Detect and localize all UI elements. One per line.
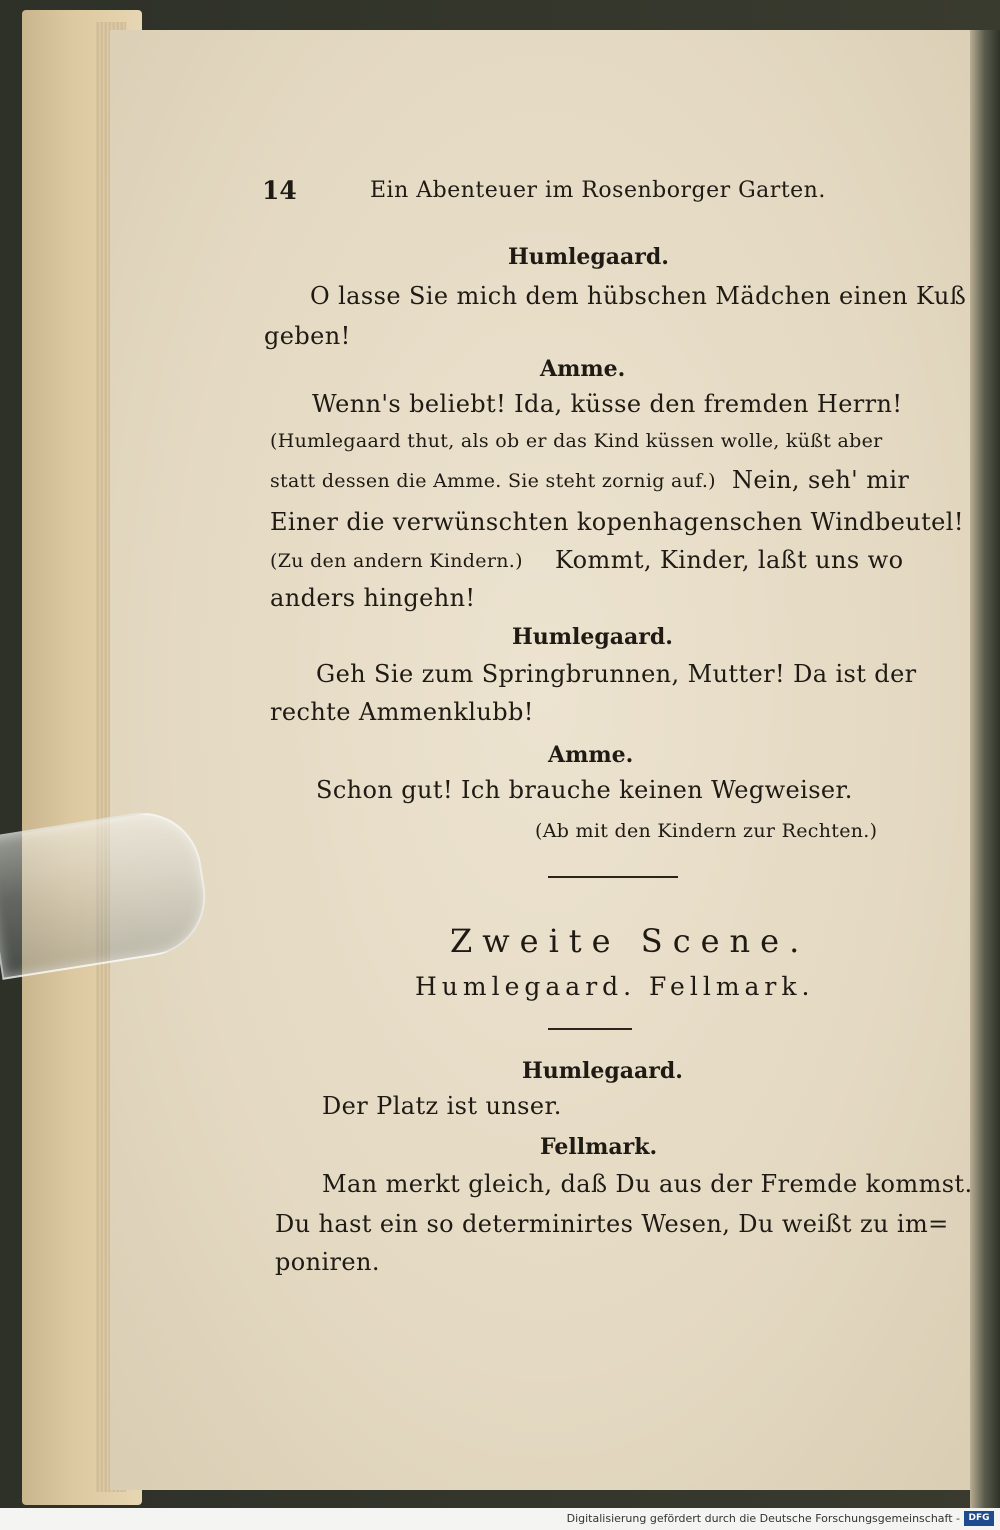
stage-direction: (Zu den andern Kindern.) bbox=[270, 550, 523, 572]
dialogue-line: geben! bbox=[264, 322, 351, 350]
speaker-humlegaard: Humlegaard. bbox=[508, 244, 669, 270]
dialogue-line: poniren. bbox=[275, 1248, 380, 1276]
speaker-humlegaard: Humlegaard. bbox=[522, 1058, 683, 1084]
dialogue-line: Schon gut! Ich brauche keinen Wegweiser. bbox=[316, 776, 853, 804]
dialogue-line: Du hast ein so determinirtes Wesen, Du weißt zu im= bbox=[275, 1210, 949, 1238]
dialogue-line: Kommt, Kinder, laßt uns wo bbox=[555, 546, 904, 574]
dialogue-line: Nein, seh' mir bbox=[732, 466, 910, 494]
funding-note: Digitalisierung gefördert durch die Deutsche Forschungsgemeinschaft - bbox=[566, 1512, 960, 1525]
dialogue-line: Geh Sie zum Springbrunnen, Mutter! Da ist der bbox=[316, 660, 917, 688]
speaker-amme: Amme. bbox=[548, 742, 634, 768]
speaker-fellmark: Fellmark. bbox=[540, 1134, 658, 1160]
dialogue-line: Wenn's beliebt! Ida, küsse den fremden Herrn! bbox=[312, 390, 903, 418]
dialogue-line: anders hingehn! bbox=[270, 584, 476, 612]
dialogue-line: Der Platz ist unser. bbox=[322, 1092, 562, 1120]
stage-direction: (Humlegaard thut, als ob er das Kind küssen wolle, küßt aber bbox=[270, 430, 883, 452]
stage-direction: statt dessen die Amme. Sie steht zornig auf.) bbox=[270, 470, 716, 492]
dialogue-line: Einer die verwünschten kopenhagenschen Windbeutel! bbox=[270, 508, 964, 536]
scene-cast: Humlegaard. Fellmark. bbox=[415, 972, 815, 1001]
scene-divider bbox=[548, 876, 678, 878]
speaker-humlegaard: Humlegaard. bbox=[512, 624, 673, 650]
cast-divider bbox=[548, 1028, 632, 1030]
stage-direction: (Ab mit den Kindern zur Rechten.) bbox=[535, 820, 878, 842]
page-gutter-shadow bbox=[970, 30, 1000, 1510]
running-title: Ein Abenteuer im Rosenborger Garten. bbox=[370, 178, 826, 203]
dialogue-line: Man merkt gleich, daß Du aus der Fremde kommst. bbox=[322, 1170, 973, 1198]
scene-title: Zweite Scene. bbox=[450, 922, 810, 960]
dialogue-line: O lasse Sie mich dem hübschen Mädchen einen Kuß bbox=[310, 282, 967, 310]
page-number: 14 bbox=[262, 176, 297, 205]
dialogue-line: rechte Ammenklubb! bbox=[270, 698, 534, 726]
speaker-amme: Amme. bbox=[540, 356, 626, 382]
dfg-logo: DFG bbox=[964, 1511, 994, 1526]
